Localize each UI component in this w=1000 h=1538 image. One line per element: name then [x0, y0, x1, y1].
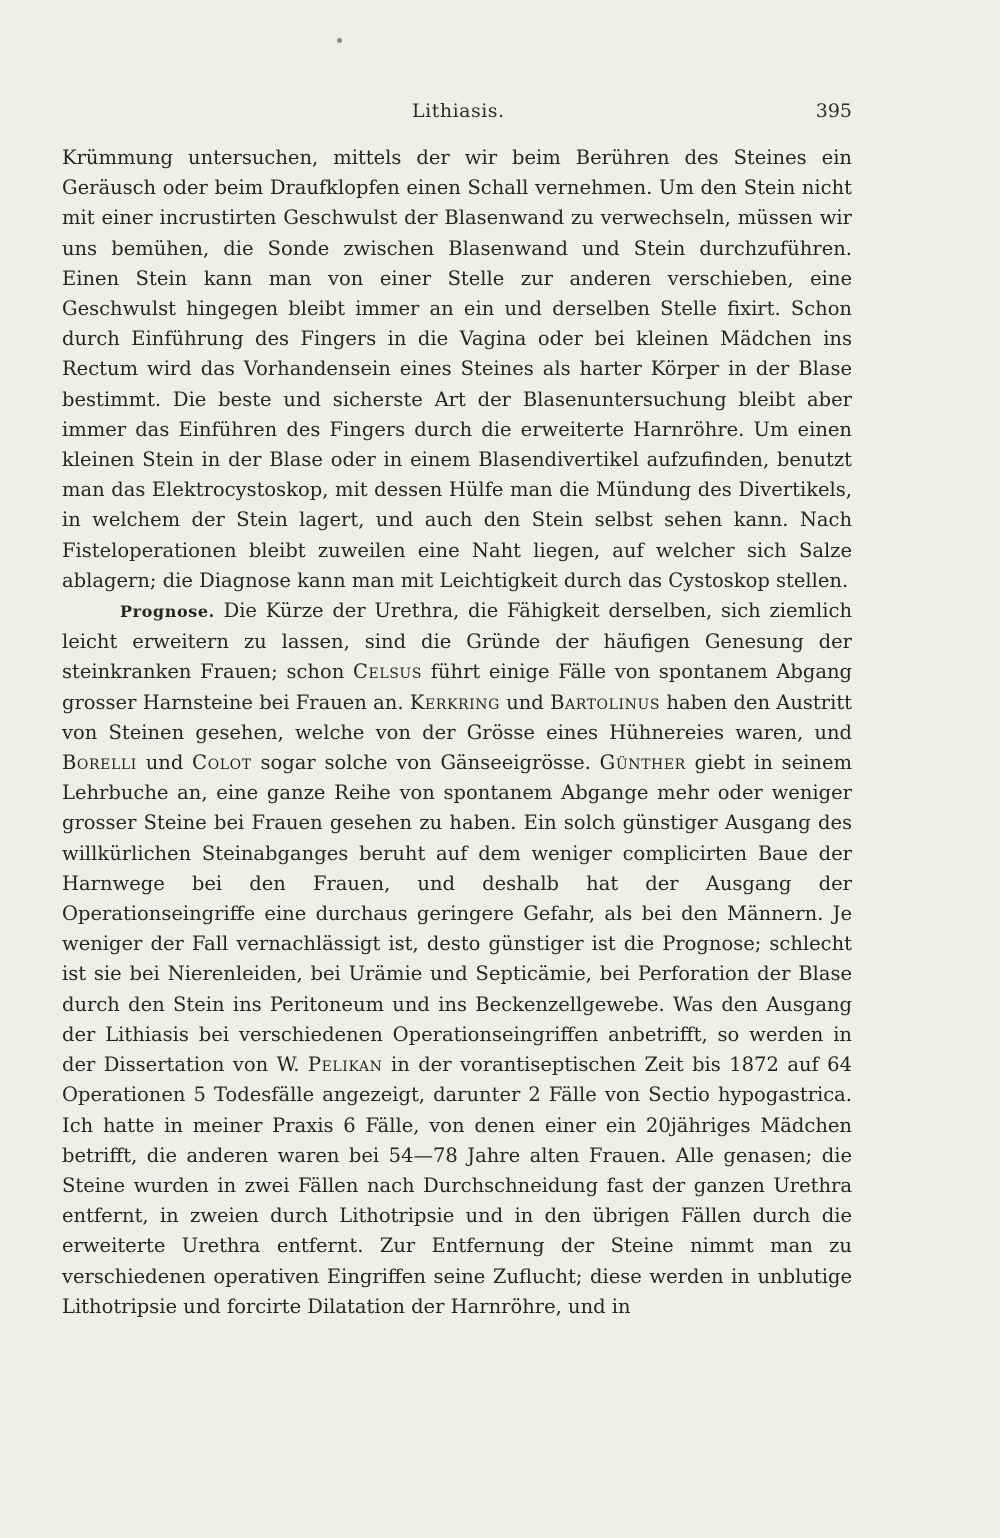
paragraph-prognosis	[62, 596, 852, 1322]
paper-speck	[337, 38, 342, 43]
text-segment: haben den Austritt von Steinen gesehen, welche von der Grösse eines Hühnereies waren, und	[62, 690, 853, 744]
text-segment: und	[506, 690, 544, 714]
page-number: 395	[815, 100, 852, 122]
author-name-bartolinus: Bartolinus	[550, 690, 661, 714]
text-segment: führt einige Fälle von spontanem Abgang grosser Harnsteine bei Frauen an.	[62, 660, 853, 714]
text-segment: Die Kürze der Urethra, die Fähigkeit derselben, sich ziemlich leicht erweitern zu lassen, sind die Gründe der häufigen Genesung der steinkranken Frauen; schon	[62, 599, 852, 684]
author-name-colot: Colot	[192, 751, 252, 775]
page-body	[62, 143, 852, 1322]
author-name-kerkring: Kerkring	[409, 690, 500, 714]
text-segment: und	[145, 751, 184, 775]
text-segment: sogar solche von Gänseeigrösse.	[260, 751, 591, 775]
author-name-borelli: Borelli	[62, 751, 137, 775]
author-name-celsus: Celsus	[353, 660, 423, 684]
author-name-guenther: Günther	[599, 751, 686, 775]
text-segment: in der vorantiseptischen Zeit bis 1872 auf 64 Operationen 5 Todesfälle angezeigt, darunter 2 Fälle von Sectio hypogastrica. Ich hatte in meiner Praxis 6 Fälle, von denen einer ein 20jähriges Mädchen betrifft, die anderen waren bei 54—78 Jahre alten Frauen. Alle genasen; die Steine wurden in zwei Fällen nach Durchschneidung fast der ganzen Urethra entfernt, in zweien durch Lithotripsie und in den übrigen Fällen durch die erweiterte Urethra entfernt. Zur Entfernung der Steine nimmt man zu verschiedenen operativen Eingriffen seine Zuflucht; diese werden in unblutige Lithotripsie und forcirte Dilatation der Harnröhre, und in	[62, 1053, 852, 1318]
text-segment: giebt in seinem Lehrbuche an, eine ganze Reihe von spontanem Abgange mehr oder weniger grosser Steine bei Frauen gesehen zu haben. Ein solch günstiger Ausgang des willkürlichen Steinabganges beruht auf dem weniger complicirten Baue der Harnwege bei den Frauen, und deshalb hat der Ausgang der Operationseingriffe eine durchaus geringere Gefahr, als bei den Männern. Je weniger der Fall vernachlässigt ist, desto günstiger ist die Prognose; schlecht ist sie bei Nierenleiden, bei Urämie und Septicämie, bei Perforation der Blase durch den Stein ins Peritoneum und ins Beckenzellgewebe. Was den Ausgang der Lithiasis bei verschiedenen Operationseingriffen anbetrifft, so werden in der Dissertation von W.	[62, 751, 853, 1077]
paragraph-diagnosis	[62, 143, 852, 596]
section-heading-prognose: Prognose.	[120, 602, 215, 622]
paragraph-text: Krümmung untersuchen, mittels der wir beim Berühren des Steines ein Geräusch oder beim Draufklopfen einen Schall vernehmen. Um den Stein nicht mit einer incrustirten Geschwulst der Blasenwand zu verwechseln, müssen wir uns bemühen, die Sonde zwischen Blasenwand und Stein durchzuführen. Einen Stein kann man von einer Stelle zur anderen verschieben, eine Geschwulst hingegen bleibt immer an ein und derselben Stelle fixirt. Schon durch Einführung des Fingers in die Vagina oder bei kleinen Mädchen ins Rectum wird das Vorhandensein eines Steines als harter Körper in der Blase bestimmt. Die beste und sicherste Art der Blasenuntersuchung bleibt aber immer das Einführen des Fingers durch die erweiterte Harnröhre. Um einen kleinen Stein in der Blase oder in einem Blasendivertikel aufzufinden, benutzt man das Elektrocystoskop, mit dessen Hülfe man die Mündung des Divertikels, in welchem der Stein lagert, und auch den Stein selbst sehen kann. Nach Fisteloperationen bleibt zuweilen eine Naht liegen, auf welcher sich Salze ablagern; die Diagnose kann man mit Leichtigkeit durch das Cystoskop stellen.	[62, 146, 852, 592]
running-title: Lithiasis.	[412, 100, 505, 122]
page-header	[62, 100, 852, 130]
author-name-pelikan: Pelikan	[307, 1053, 383, 1077]
